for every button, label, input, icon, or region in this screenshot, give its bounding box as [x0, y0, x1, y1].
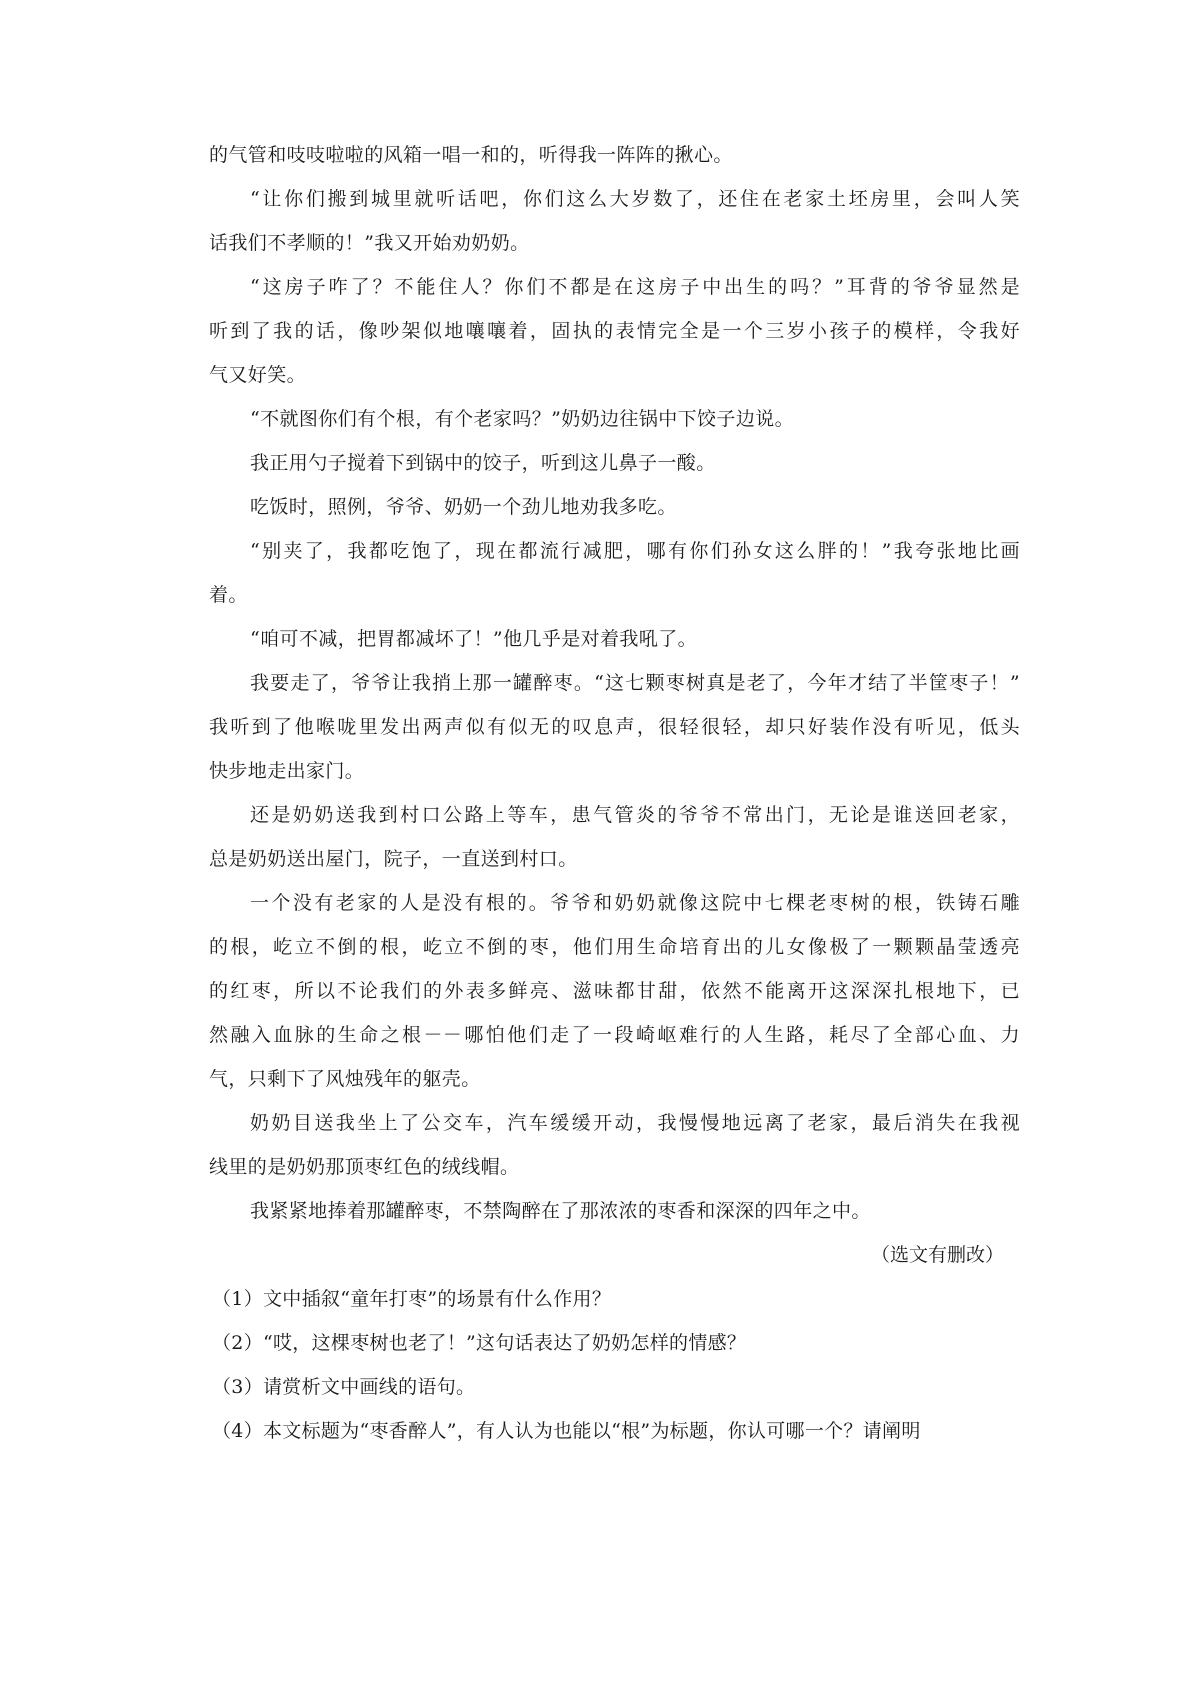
passage-line: 的根，屹立不倒的根，屹立不倒的枣，他们用生命培育出的儿女像极了一颗颗晶莹透亮: [209, 936, 1020, 958]
passage-line: 奶奶目送我坐上了公交车，汽车缓缓开动，我慢慢地远离了老家，最后消失在我视: [250, 1112, 1020, 1134]
passage-line: 我紧紧地捧着那罐醉枣，不禁陶醉在了那浓浓的枣香和深深的四年之中。: [250, 1200, 871, 1222]
passage-line: 话我们不孝顺的！”我又开始劝奶奶。: [209, 232, 530, 254]
question-1: （1）文中插叙“童年打枣”的场景有什么作用？: [212, 1288, 612, 1310]
question-3: （3）请赏析文中画线的语句。: [212, 1376, 476, 1398]
question-4: （4）本文标题为“枣香醉人”，有人认为也能以“根”为标题，你认可哪一个？请阐明: [212, 1420, 921, 1442]
passage-line: 的气管和吱吱啦啦的风箱一唱一和的，听得我一阵阵的揪心。: [209, 144, 733, 166]
question-2: （2）“哎，这棵枣树也老了！”这句话表达了奶奶怎样的情感？: [212, 1332, 747, 1354]
passage-line: 快步地走出家门。: [209, 760, 365, 782]
passage-line: 听到了我的话，像吵架似地嚷嚷着，固执的表情完全是一个三岁小孩子的模样，令我好: [209, 320, 1020, 342]
passage-line: “不就图你们有个根，有个老家吗？”奶奶边往锅中下饺子边说。: [250, 408, 795, 430]
passage-line: 的红枣，所以不论我们的外表多鲜亮、滋味都甘甜，依然不能离开这深深扎根地下，已: [209, 980, 1020, 1002]
passage-line: 气，只剩下了风烛残年的躯壳。: [209, 1068, 481, 1090]
passage-line: “别夹了，我都吃饱了，现在都流行减肥，哪有你们孙女这么胖的！”我夸张地比画: [250, 540, 1020, 562]
passage-line: 总是奶奶送出屋门，院子，一直送到村口。: [209, 848, 578, 870]
passage-line: “咱可不减，把胃都减坏了！”他几乎是对着我吼了。: [250, 628, 698, 650]
passage-line: 线里的是奶奶那顶枣红色的绒线帽。: [209, 1156, 520, 1178]
passage-line: 然融入血脉的生命之根－－哪怕他们走了一段崎岖难行的人生路，耗尽了全部心血、力: [209, 1024, 1020, 1046]
passage-line: “这房子咋了？不能住人？你们不都是在这房子中出生的吗？”耳背的爷爷显然是: [250, 276, 1020, 298]
passage-line: 一个没有老家的人是没有根的。爷爷和奶奶就像这院中七棵老枣树的根，铁铸石雕: [250, 892, 1020, 914]
passage-line: “让你们搬到城里就听话吧，你们这么大岁数了，还住在老家土坯房里，会叫人笑: [250, 188, 1020, 210]
passage-line: 我要走了，爷爷让我捎上那一罐醉枣。“这七颗枣树真是老了，今年才结了半筐枣子！”: [250, 672, 1020, 694]
passage-line: 我听到了他喉咙里发出两声似有似无的叹息声，很轻很轻，却只好装作没有听见，低头: [209, 716, 1020, 738]
passage-line: 吃饭时，照例，爷爷、奶奶一个劲儿地劝我多吃。: [250, 496, 677, 518]
passage-line: 气又好笑。: [209, 364, 307, 386]
source-note: （选文有删改）: [870, 1244, 1004, 1266]
passage-line: 我正用勺子搅着下到锅中的饺子，听到这儿鼻子一酸。: [250, 452, 716, 474]
passage-line: 着。: [209, 584, 248, 606]
passage-line: 还是奶奶送我到村口公路上等车，患气管炎的爷爷不常出门，无论是谁送回老家，: [250, 804, 1020, 826]
